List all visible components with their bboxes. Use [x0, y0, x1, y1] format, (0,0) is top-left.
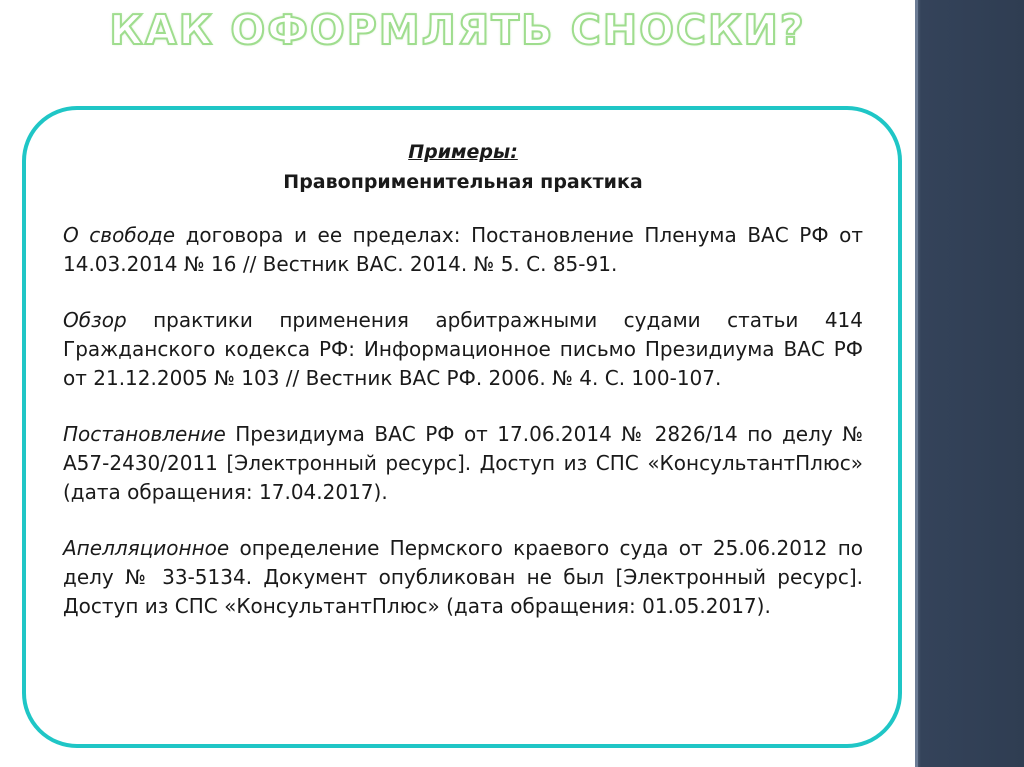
card-heading	[63, 137, 863, 197]
entry-lead: Обзор	[63, 308, 127, 332]
footnote-entry	[63, 221, 863, 279]
footnote-entry	[63, 534, 863, 621]
examples-label: Примеры:	[408, 141, 518, 163]
footnote-entry	[63, 306, 863, 393]
side-decoration-bar	[915, 0, 1024, 767]
entry-text: Президиума ВАС РФ от 17.06.2014 № 2826/14 по делу № А57-2430/2011 [Электронный ресурс]. Доступ из СПС «КонсультантПлюс» (дата обращения: 17.04.2017).	[63, 422, 863, 504]
entry-text: договора и ее пределах: Постановление Пленума ВАС РФ от 14.03.2014 № 16 // Вестник ВАС. 2014. № 5. С. 85-91.	[63, 223, 863, 276]
practice-subtitle: Правоприменительная практика	[283, 171, 643, 193]
entry-lead: Постановление	[63, 422, 226, 446]
entry-text: практики применения арбитражными судами статьи 414 Гражданского кодекса РФ: Информационное письмо Президиума ВАС РФ от 21.12.2005 № 103 // Вестник ВАС РФ. 2006. № 4. С. 100-107.	[63, 308, 863, 390]
slide-title: КАК ОФОРМЛЯТЬ СНОСКИ?	[109, 6, 806, 54]
entry-lead: Апелляционное	[63, 536, 230, 560]
entry-lead: О свободе	[63, 223, 176, 247]
card-content	[63, 137, 863, 621]
footnote-entry	[63, 420, 863, 507]
entry-text: определение Пермского краевого суда от 25.06.2012 по делу № 33-5134. Документ опубликован не был [Электронный ресурс]. Доступ из СПС «КонсультантПлюс» (дата обращения: 01.05.2017).	[63, 536, 863, 618]
